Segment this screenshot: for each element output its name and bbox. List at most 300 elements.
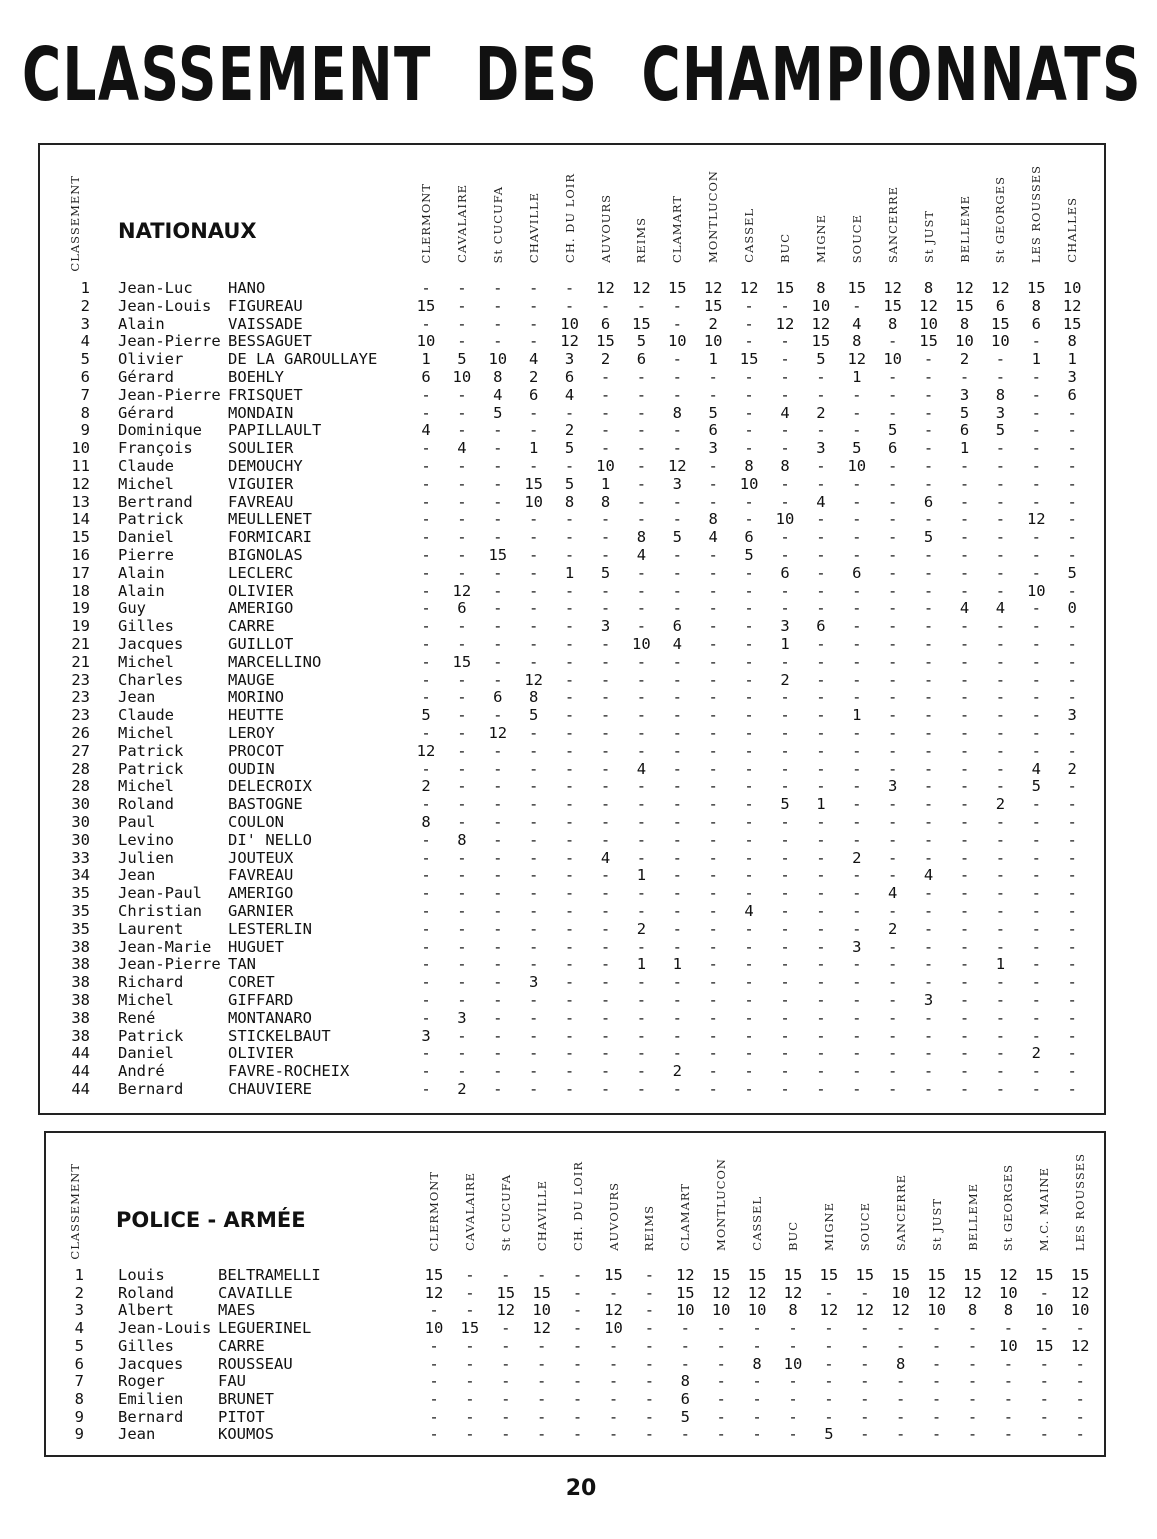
score-cell: - bbox=[744, 421, 754, 440]
last-name-cell: FAVREAU bbox=[228, 492, 294, 511]
score-cell: - bbox=[752, 1372, 762, 1391]
score-cell: - bbox=[1031, 741, 1041, 760]
score-cell: - bbox=[457, 421, 467, 440]
first-name-cell: Bernard bbox=[118, 1080, 184, 1098]
table-row bbox=[40, 493, 1104, 511]
score-cell: 3 bbox=[600, 617, 611, 636]
score-cell: 6 bbox=[600, 314, 611, 333]
score-cell: - bbox=[852, 652, 862, 671]
column-header: MIGNE bbox=[813, 214, 828, 263]
score-cell: - bbox=[1067, 884, 1077, 903]
score-cell: 4 bbox=[744, 902, 754, 920]
score-cell: - bbox=[493, 1062, 503, 1081]
score-cell: - bbox=[1031, 902, 1041, 920]
table-row bbox=[40, 332, 1104, 350]
score-cell: 12 bbox=[560, 332, 579, 351]
first-name-cell: Alain bbox=[118, 581, 165, 600]
score-cell: - bbox=[636, 652, 647, 671]
score-cell: - bbox=[457, 937, 467, 956]
score-cell: - bbox=[672, 421, 682, 440]
score-cell: 10 bbox=[891, 1283, 911, 1302]
score-cell: 2 bbox=[959, 350, 970, 369]
column-header: BELLEME bbox=[965, 1183, 980, 1251]
score-cell: - bbox=[888, 492, 898, 511]
section-title: POLICE - ARMÉE bbox=[116, 1208, 306, 1232]
score-cell: - bbox=[600, 368, 611, 386]
score-cell: - bbox=[600, 652, 611, 671]
score-cell: - bbox=[672, 1026, 682, 1045]
score-cell: - bbox=[564, 403, 575, 422]
score-cell: - bbox=[888, 759, 898, 778]
score-cell: - bbox=[564, 724, 575, 742]
score-cell: - bbox=[931, 1425, 942, 1444]
score-cell: 1 bbox=[600, 474, 611, 493]
score-cell: - bbox=[708, 973, 718, 992]
last-name-cell: COULON bbox=[228, 813, 284, 831]
score-cell: - bbox=[959, 492, 970, 511]
score-cell: 15 bbox=[496, 1283, 516, 1302]
score-cell: - bbox=[564, 1008, 575, 1027]
score-cell: - bbox=[923, 403, 934, 422]
table-row bbox=[40, 991, 1104, 1009]
score-cell: 1 bbox=[564, 563, 575, 582]
score-cell: - bbox=[493, 1026, 503, 1045]
score-cell: 15 bbox=[927, 1266, 946, 1284]
score-cell: - bbox=[995, 652, 1006, 671]
score-cell: 15 bbox=[532, 1283, 552, 1302]
score-cell: - bbox=[672, 439, 682, 458]
score-cell: - bbox=[564, 1080, 575, 1098]
score-cell: 4 bbox=[600, 848, 611, 867]
score-cell: - bbox=[600, 528, 611, 547]
score-cell: - bbox=[744, 741, 754, 760]
table-row bbox=[46, 1319, 1104, 1337]
score-cell: - bbox=[780, 813, 790, 831]
score-cell: 12 bbox=[963, 1283, 982, 1302]
score-cell: - bbox=[1031, 955, 1041, 974]
rank-cell: 34 bbox=[71, 866, 90, 885]
score-cell: 6 bbox=[1067, 385, 1077, 404]
score-cell: - bbox=[636, 795, 647, 814]
score-cell: - bbox=[636, 421, 647, 440]
score-cell: 1 bbox=[959, 439, 970, 458]
first-name-cell: Jean-Louis bbox=[118, 296, 212, 315]
score-cell: 1 bbox=[708, 350, 718, 369]
rank-cell: 16 bbox=[71, 546, 90, 564]
first-name-cell: Laurent bbox=[118, 919, 184, 938]
score-cell: 15 bbox=[819, 1266, 839, 1284]
score-cell: - bbox=[1067, 741, 1077, 760]
score-cell: - bbox=[716, 1389, 726, 1408]
score-cell: - bbox=[744, 635, 754, 653]
score-cell: - bbox=[744, 368, 754, 386]
first-name-cell: Daniel bbox=[118, 1044, 174, 1063]
last-name-cell: FAU bbox=[218, 1372, 246, 1391]
column-header: MONTLUCON bbox=[706, 170, 721, 263]
score-cell: 5 bbox=[744, 546, 754, 564]
score-cell: - bbox=[493, 902, 503, 920]
rank-cell: 44 bbox=[71, 1080, 90, 1098]
score-cell: - bbox=[572, 1336, 583, 1355]
first-name-cell: Albert bbox=[118, 1301, 174, 1320]
first-name-cell: Patrick bbox=[118, 741, 184, 760]
score-cell: - bbox=[744, 1080, 754, 1098]
score-cell: - bbox=[1067, 830, 1077, 849]
score-cell: - bbox=[959, 688, 970, 707]
score-cell: - bbox=[672, 724, 682, 742]
score-cell: - bbox=[744, 688, 754, 707]
score-cell: 2 bbox=[995, 795, 1006, 814]
score-cell: - bbox=[959, 777, 970, 796]
score-cell: 10 bbox=[604, 1319, 623, 1338]
score-cell: - bbox=[780, 688, 790, 707]
score-cell: 12 bbox=[496, 1301, 516, 1320]
score-cell: - bbox=[529, 955, 539, 974]
score-cell: - bbox=[923, 457, 934, 475]
score-cell: - bbox=[421, 617, 431, 636]
score-cell: - bbox=[780, 1062, 790, 1081]
rank-cell: 23 bbox=[71, 706, 90, 725]
score-cell: - bbox=[501, 1319, 511, 1338]
score-cell: - bbox=[529, 759, 539, 778]
score-cell: - bbox=[888, 510, 898, 529]
score-cell: - bbox=[780, 724, 790, 742]
score-cell: - bbox=[572, 1389, 583, 1408]
score-cell: - bbox=[888, 368, 898, 386]
first-name-cell: Michel bbox=[118, 777, 174, 796]
rank-cell: 26 bbox=[71, 724, 90, 742]
score-cell: 8 bbox=[744, 457, 754, 475]
score-cell: - bbox=[708, 492, 718, 511]
score-cell: - bbox=[564, 1062, 575, 1081]
score-cell: 10 bbox=[703, 332, 723, 351]
score-cell: - bbox=[600, 724, 611, 742]
score-cell: - bbox=[816, 902, 826, 920]
score-cell: - bbox=[600, 902, 611, 920]
last-name-cell: MAUGE bbox=[228, 670, 275, 689]
score-cell: - bbox=[816, 368, 826, 386]
score-cell: 12 bbox=[416, 741, 436, 760]
last-name-cell: MONTANARO bbox=[228, 1008, 312, 1027]
score-cell: - bbox=[896, 1336, 906, 1355]
last-name-cell: FRISQUET bbox=[228, 385, 303, 404]
score-cell: - bbox=[860, 1407, 870, 1426]
score-cell: - bbox=[644, 1407, 655, 1426]
last-name-cell: BOEHLY bbox=[228, 368, 284, 386]
score-cell: - bbox=[429, 1354, 439, 1373]
table-row bbox=[40, 795, 1104, 813]
score-cell: - bbox=[421, 795, 431, 814]
table-row bbox=[46, 1425, 1104, 1443]
score-cell: - bbox=[465, 1354, 475, 1373]
score-cell: - bbox=[636, 581, 647, 600]
score-cell: 10 bbox=[1034, 1301, 1054, 1320]
table-row bbox=[40, 973, 1104, 991]
table-row bbox=[40, 938, 1104, 956]
score-cell: 12 bbox=[488, 724, 508, 742]
score-cell: - bbox=[636, 724, 647, 742]
score-cell: - bbox=[457, 795, 467, 814]
score-cell: - bbox=[636, 439, 647, 458]
score-cell: 5 bbox=[600, 563, 611, 582]
score-cell: 8 bbox=[888, 314, 898, 333]
score-cell: - bbox=[529, 884, 539, 903]
score-cell: - bbox=[636, 599, 647, 618]
score-cell: - bbox=[959, 813, 970, 831]
first-name-cell: Jean bbox=[118, 1425, 156, 1444]
score-cell: - bbox=[672, 1008, 682, 1027]
score-cell: - bbox=[493, 1080, 503, 1098]
score-cell: - bbox=[1031, 332, 1041, 351]
score-cell: 5 bbox=[680, 1407, 690, 1426]
column-header: MIGNE bbox=[821, 1202, 836, 1251]
score-cell: - bbox=[493, 563, 503, 582]
score-cell: 6 bbox=[888, 439, 898, 458]
score-cell: - bbox=[457, 741, 467, 760]
score-cell: 2 bbox=[600, 350, 611, 369]
score-cell: - bbox=[923, 830, 934, 849]
score-cell: - bbox=[995, 617, 1006, 636]
score-cell: 10 bbox=[847, 457, 867, 475]
score-cell: 12 bbox=[524, 670, 544, 689]
score-cell: - bbox=[1067, 439, 1077, 458]
last-name-cell: AMERIGO bbox=[228, 599, 294, 618]
score-cell: 15 bbox=[711, 1266, 731, 1284]
rank-cell: 35 bbox=[71, 902, 90, 920]
first-name-cell: Daniel bbox=[118, 528, 174, 547]
score-cell: - bbox=[636, 688, 647, 707]
score-cell: - bbox=[923, 1044, 934, 1063]
score-cell: - bbox=[529, 1062, 539, 1081]
score-cell: - bbox=[1067, 581, 1077, 600]
rank-cell: 17 bbox=[71, 563, 90, 582]
score-cell: - bbox=[888, 385, 898, 404]
score-cell: - bbox=[995, 1080, 1006, 1098]
score-cell: - bbox=[860, 1354, 870, 1373]
table-row bbox=[40, 777, 1104, 795]
score-cell: - bbox=[421, 955, 431, 974]
score-cell: - bbox=[852, 991, 862, 1009]
score-cell: - bbox=[816, 652, 826, 671]
rank-cell: 44 bbox=[71, 1062, 90, 1081]
score-cell: - bbox=[1003, 1319, 1014, 1338]
score-cell: - bbox=[636, 991, 647, 1009]
score-cell: - bbox=[824, 1389, 834, 1408]
score-cell: - bbox=[644, 1354, 655, 1373]
score-cell: - bbox=[672, 563, 682, 582]
score-cell: 2 bbox=[672, 1062, 682, 1081]
score-cell: - bbox=[1067, 421, 1077, 440]
score-cell: - bbox=[564, 884, 575, 903]
score-cell: 4 bbox=[995, 599, 1006, 618]
score-cell: - bbox=[421, 546, 431, 564]
score-cell: 8 bbox=[529, 688, 539, 707]
score-cell: - bbox=[1031, 1008, 1041, 1027]
score-cell: - bbox=[1067, 492, 1077, 511]
score-cell: - bbox=[1067, 937, 1077, 956]
score-cell: - bbox=[493, 457, 503, 475]
score-cell: - bbox=[744, 706, 754, 725]
score-cell: - bbox=[816, 528, 826, 547]
score-cell: 15 bbox=[1062, 314, 1082, 333]
column-header: REIMS bbox=[634, 216, 649, 263]
score-cell: - bbox=[1067, 457, 1077, 475]
score-cell: - bbox=[600, 670, 611, 689]
last-name-cell: SOULIER bbox=[228, 439, 294, 458]
score-cell: - bbox=[1031, 813, 1041, 831]
score-cell: - bbox=[529, 902, 539, 920]
score-cell: - bbox=[752, 1425, 762, 1444]
score-cell: 2 bbox=[421, 777, 431, 796]
score-cell: - bbox=[780, 991, 790, 1009]
score-cell: - bbox=[816, 510, 826, 529]
score-cell: - bbox=[572, 1283, 583, 1302]
score-cell: 1 bbox=[636, 866, 647, 885]
score-cell: - bbox=[457, 973, 467, 992]
score-cell: 10 bbox=[955, 332, 974, 351]
score-cell: - bbox=[564, 688, 575, 707]
score-cell: - bbox=[744, 652, 754, 671]
score-cell: - bbox=[529, 528, 539, 547]
score-cell: - bbox=[529, 510, 539, 529]
score-cell: - bbox=[780, 439, 790, 458]
rank-cell: 9 bbox=[74, 1407, 84, 1426]
score-cell: - bbox=[888, 670, 898, 689]
score-cell: - bbox=[529, 403, 539, 422]
rank-cell: 12 bbox=[71, 474, 90, 493]
score-cell: - bbox=[600, 1008, 611, 1027]
score-cell: 2 bbox=[816, 403, 826, 422]
first-name-cell: Christian bbox=[118, 902, 202, 920]
score-cell: - bbox=[572, 1407, 583, 1426]
score-cell: 2 bbox=[1067, 759, 1077, 778]
score-cell: 1 bbox=[852, 706, 862, 725]
score-cell: - bbox=[896, 1372, 906, 1391]
score-cell: - bbox=[600, 919, 611, 938]
score-cell: - bbox=[537, 1407, 547, 1426]
last-name-cell: BESSAGUET bbox=[228, 332, 312, 351]
score-cell: - bbox=[744, 439, 754, 458]
score-cell: - bbox=[1067, 546, 1077, 564]
score-cell: - bbox=[421, 439, 431, 458]
score-cell: 1 bbox=[995, 955, 1006, 974]
score-cell: - bbox=[529, 777, 539, 796]
score-cell: - bbox=[1031, 973, 1041, 992]
score-cell: - bbox=[708, 991, 718, 1009]
first-name-cell: Bertrand bbox=[118, 492, 193, 511]
score-cell: - bbox=[529, 1026, 539, 1045]
score-cell: - bbox=[780, 866, 790, 885]
score-cell: 3 bbox=[780, 617, 790, 636]
score-cell: - bbox=[672, 866, 682, 885]
score-cell: - bbox=[457, 991, 467, 1009]
last-name-cell: VIGUIER bbox=[228, 474, 294, 493]
rank-cell: 30 bbox=[71, 830, 90, 849]
score-cell: 3 bbox=[995, 403, 1006, 422]
score-cell: 15 bbox=[604, 1266, 623, 1284]
score-cell: - bbox=[608, 1372, 619, 1391]
score-cell: - bbox=[888, 1008, 898, 1027]
score-cell: 8 bbox=[600, 492, 611, 511]
score-cell: 6 bbox=[421, 368, 431, 386]
score-cell: - bbox=[744, 759, 754, 778]
score-cell: - bbox=[1075, 1319, 1085, 1338]
score-cell: - bbox=[780, 652, 790, 671]
column-header: St GEORGES bbox=[1001, 1163, 1016, 1251]
score-cell: - bbox=[1031, 688, 1041, 707]
score-cell: - bbox=[457, 314, 467, 333]
score-cell: 5 bbox=[923, 528, 934, 547]
score-cell: - bbox=[421, 1008, 431, 1027]
score-cell: - bbox=[1067, 1026, 1077, 1045]
score-cell: - bbox=[564, 706, 575, 725]
score-cell: - bbox=[995, 670, 1006, 689]
rank-cell: 6 bbox=[80, 368, 90, 386]
score-cell: - bbox=[493, 759, 503, 778]
score-cell: - bbox=[493, 599, 503, 618]
rank-cell: 3 bbox=[74, 1301, 84, 1320]
first-name-cell: Claude bbox=[118, 457, 174, 475]
table-row bbox=[40, 706, 1104, 724]
score-cell: - bbox=[923, 973, 934, 992]
score-cell: - bbox=[824, 1372, 834, 1391]
score-cell: 6 bbox=[744, 528, 754, 547]
score-cell: - bbox=[780, 492, 790, 511]
score-cell: - bbox=[995, 581, 1006, 600]
score-cell: - bbox=[1067, 510, 1077, 529]
score-cell: 5 bbox=[1067, 563, 1077, 582]
score-cell: - bbox=[429, 1407, 439, 1426]
last-name-cell: BIGNOLAS bbox=[228, 546, 303, 564]
table-row bbox=[40, 386, 1104, 404]
score-cell: - bbox=[816, 777, 826, 796]
score-cell: - bbox=[457, 688, 467, 707]
score-cell: 10 bbox=[1070, 1301, 1090, 1320]
score-cell: - bbox=[744, 385, 754, 404]
score-cell: - bbox=[421, 314, 431, 333]
score-cell: - bbox=[636, 741, 647, 760]
score-cell: - bbox=[564, 652, 575, 671]
score-cell: - bbox=[852, 670, 862, 689]
score-cell: - bbox=[608, 1283, 619, 1302]
score-cell: 10 bbox=[919, 314, 938, 333]
score-cell: 15 bbox=[675, 1283, 695, 1302]
score-cell: - bbox=[967, 1319, 978, 1338]
score-cell: - bbox=[1075, 1407, 1085, 1426]
rank-cell: 4 bbox=[74, 1319, 84, 1338]
score-cell: - bbox=[572, 1301, 583, 1320]
score-cell: 12 bbox=[891, 1301, 911, 1320]
score-cell: - bbox=[744, 813, 754, 831]
score-cell: - bbox=[780, 902, 790, 920]
score-cell: - bbox=[852, 866, 862, 885]
score-cell: - bbox=[1031, 884, 1041, 903]
score-cell: - bbox=[888, 635, 898, 653]
score-cell: - bbox=[672, 350, 682, 369]
score-cell: - bbox=[672, 492, 682, 511]
score-cell: - bbox=[780, 741, 790, 760]
score-cell: 2 bbox=[888, 919, 898, 938]
score-cell: - bbox=[1031, 937, 1041, 956]
rank-cell: 8 bbox=[74, 1389, 84, 1408]
score-cell: - bbox=[501, 1266, 511, 1284]
score-cell: - bbox=[529, 991, 539, 1009]
score-cell: - bbox=[493, 973, 503, 992]
score-cell: - bbox=[644, 1283, 655, 1302]
score-cell: - bbox=[672, 688, 682, 707]
score-cell: - bbox=[493, 919, 503, 938]
score-cell: - bbox=[923, 1026, 934, 1045]
